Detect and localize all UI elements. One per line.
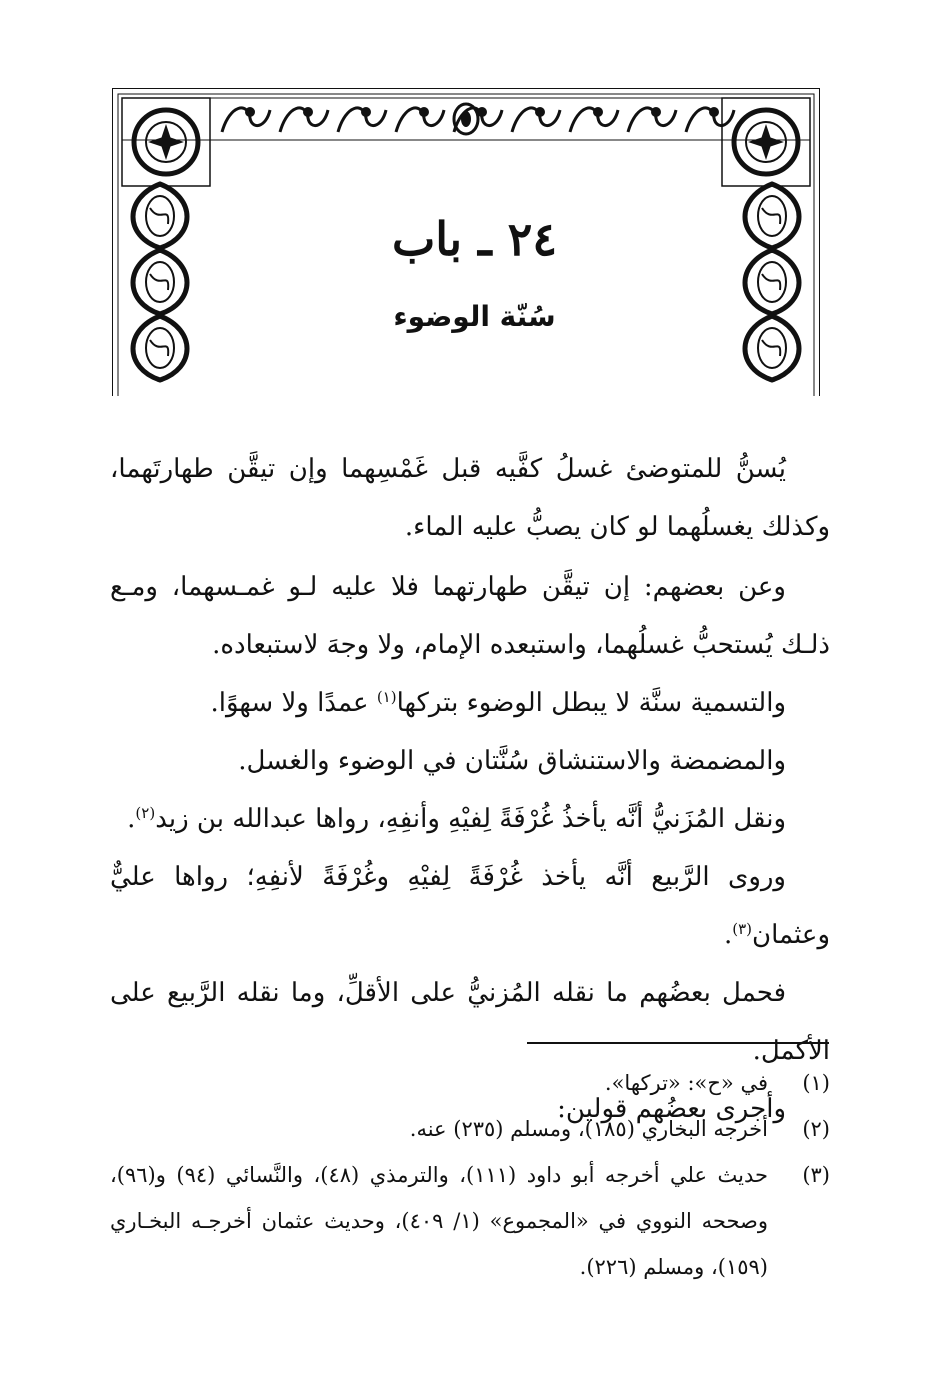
footnote-text: حديث علي أخرجه أبو داود (١١١)، والترمذي (٤٨)، والنَّسائي (٩٤) و(٩٦)، وصححه النووي في «المجموع» (١/ ٤٠٩)، وحديث عثمان أخرجـه البخـاري (١٥٩)، ومسلم (٢٢٦). [110, 1163, 768, 1279]
footnote-number: (٢) [802, 1117, 830, 1141]
paragraph: وأجرى بعضُهم قولين: [557, 1094, 786, 1124]
footnote-text: في «ح»: «تركها». [604, 1071, 768, 1095]
paragraph-text: عمدًا ولا سهوًا. [210, 688, 377, 718]
paragraph [110, 790, 830, 848]
paragraph-text: ونقل المُزَنيُّ أنَّه يأخذُ غُرْفَةً لِفيْهِ وأنفِهِ، رواها عبدالله بن زيد [155, 804, 786, 834]
main-text [110, 440, 830, 1138]
footnote-marker: (٢) [135, 804, 156, 822]
footnote [110, 1060, 830, 1106]
paragraph [110, 674, 830, 732]
section-title: سُنّة الوضوء [393, 300, 556, 333]
footnote-divider [527, 1042, 829, 1044]
paragraph-text: . [723, 920, 733, 950]
paragraph [110, 848, 830, 964]
paragraph: فحمل بعضُهم ما نقله المُزنيُّ على الأقلِّ، وما نقله الرَّبيع على الأكمل. [110, 978, 830, 1066]
chapter-heading: ٢٤ ـ باب [391, 212, 558, 266]
paragraph: والمضمضة والاستنشاق سُنَّتان في الوضوء والغسل. [238, 746, 786, 776]
paragraph-text: وروى الرَّبيع أنَّه يأخذ غُرْفَةً لِفيْهِ وغُرْفَةً لأنفِهِ؛ رواها عليٌّ وعثمان [110, 862, 830, 950]
footnote-number: (٣) [802, 1163, 830, 1187]
paragraph: يُسنُّ للمتوضئ غسلُ كفَّيه قبل غَمْسِهما وإن تيقَّن طهارتَهما، وكذلك يغسلُهما لو كان يصبُّ عليه الماء. [110, 454, 830, 542]
footnotes [110, 1060, 830, 1290]
footnote [110, 1106, 830, 1152]
footnote-text: أخرجه البخاري (١٨٥)، ومسلم (٢٣٥) عنه. [409, 1117, 768, 1141]
footnote-marker: (٣) [732, 920, 753, 938]
paragraph: وعن بعضهم: إن تيقَّن طهارتهما فلا عليه لـو غمـسهما، ومـع ذلـك يُستحبُّ غسلُهما، واستبعده الإمام، ولا وجهَ لاستبعاده. [110, 572, 830, 660]
paragraph-text: والتسمية سنَّة لا يبطل الوضوء بتركها [396, 688, 786, 718]
footnote-marker: (١) [376, 688, 397, 706]
footnote-number: (١) [802, 1071, 830, 1095]
paragraph-text: . [127, 804, 136, 834]
footnote [110, 1152, 830, 1290]
